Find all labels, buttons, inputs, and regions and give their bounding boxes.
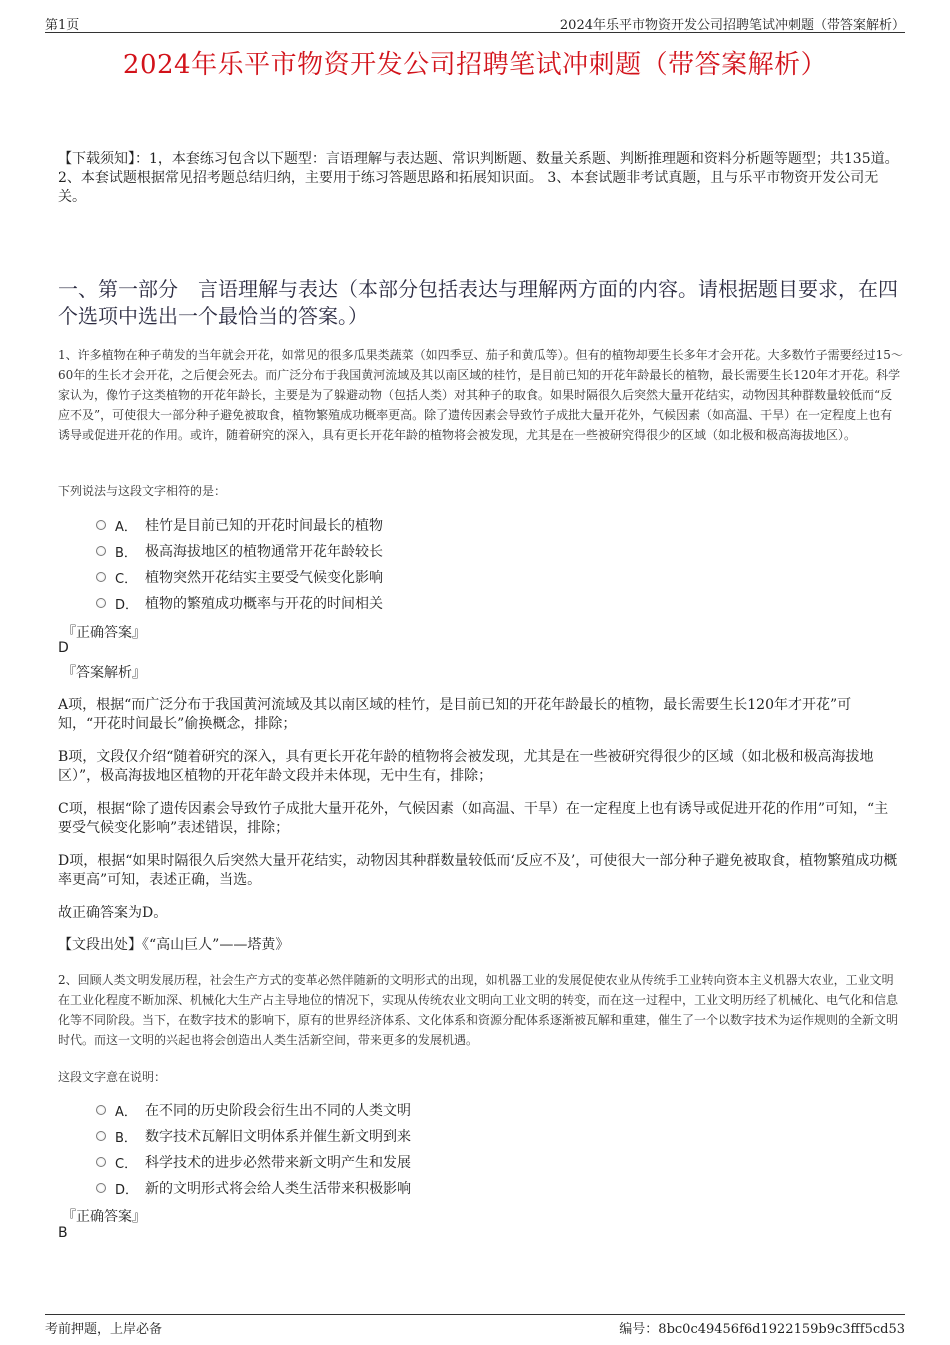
analysis-conclusion: 故正确答案为D。 <box>58 905 168 921</box>
radio-icon[interactable] <box>96 1131 106 1141</box>
analysis-label: 『答案解析』 <box>62 665 146 681</box>
option-c[interactable]: C． 植物突然开花结实主要受气候变化影响 <box>96 564 383 590</box>
section-heading: 一、第一部分 言语理解与表达（本部分包括表达与理解两方面的内容。请根据题目要求，在四个选项中选出一个最恰当的答案。） <box>58 277 898 328</box>
option-b[interactable]: B． 数字技术瓦解旧文明体系并催生新文明到来 <box>96 1123 411 1149</box>
option-text: 科学技术的进步必然带来新文明产生和发展 <box>145 1155 411 1171</box>
analysis-c: C项，根据“除了遗传因素会导致竹子成批大量开花外，气候因素（如高温、干旱）在一定程度上也有诱导或促进开花的作用”可知，“主要受气候变化影响”表述错误，排除； <box>58 801 889 836</box>
radio-icon[interactable] <box>96 520 106 530</box>
radio-icon[interactable] <box>96 1183 106 1193</box>
correct-answer: B <box>58 1225 68 1241</box>
page-header <box>45 10 905 33</box>
option-a[interactable]: A． 在不同的历史阶段会衍生出不同的人类文明 <box>96 1097 411 1123</box>
correct-answer-label: 『正确答案』 <box>62 625 146 641</box>
radio-icon[interactable] <box>96 1157 106 1167</box>
option-text: 数字技术瓦解旧文明体系并催生新文明到来 <box>145 1129 411 1145</box>
correct-answer: D <box>58 640 69 656</box>
question-1-options <box>96 512 383 616</box>
page-number: 第1页 <box>45 18 80 33</box>
radio-icon[interactable] <box>96 572 106 582</box>
question-1-prompt: 下列说法与这段文字相符的是： <box>58 484 227 498</box>
option-text: 植物突然开花结实主要受气候变化影响 <box>145 570 383 586</box>
source-citation: 【文段出处】《“高山巨人”——塔黄》 <box>58 937 290 953</box>
option-a[interactable]: A． 桂竹是目前已知的开花时间最长的植物 <box>96 512 383 538</box>
correct-answer-label: 『正确答案』 <box>62 1209 146 1225</box>
analysis-b: B项，文段仅介绍“随着研究的深入，具有更长开花年龄的植物将会被发现，尤其是在一些被研究得很少的区域（如北极和极高海拔地区）”，极高海拔地区植物的开花年龄文段并未体现，无中生有，排除； <box>58 749 874 784</box>
analysis-d: D项，根据“如果时隔很久后突然大量开花结实，动物因其种群数量较低而‘反应不及’，可使很大一部分种子避免被取食，植物繁殖成功概率更高”可知，表述正确，当选。 <box>58 853 898 888</box>
analysis-a: A项，根据“而广泛分布于我国黄河流域及其以南区域的桂竹，是目前已知的开花年龄最长的植物，最长需要生长120年才开花”可知，“开花时间最长”偷换概念，排除； <box>58 697 852 732</box>
option-text: 植物的繁殖成功概率与开花的时间相关 <box>145 596 383 612</box>
option-text: 桂竹是目前已知的开花时间最长的植物 <box>145 518 383 534</box>
option-text: 极高海拔地区的植物通常开花年龄较长 <box>145 544 383 560</box>
question-1-text: 1、许多植物在种子萌发的当年就会开花，如常见的很多瓜果类蔬菜（如四季豆、茄子和黄瓜等）。但有的植物却要生长多年才会开花。大多数竹子需要经过15～60年的生长才会开花，之后便会死去。而广泛分布于我国黄河流域及其以南区域的桂竹，是目前已知的开花年龄最长的植物，最长需要生长120年才开花。科学家认为，像竹子这类植物的开花年龄长，主要是为了躲避动物（包括人类）对其种子的取食。如果时隔很久后突然大量开花结实，动物因其种群数量较低而“反应不及”，可使很大一部分种子避免被取食，植物繁殖成功概率更高。除了遗传因素会导致竹子成批大量开花外，气候因素（如高温、干旱）在一定程度上也有诱导或促进开花的作用。或许，随着研究的深入，具有更长开花年龄的植物将会被发现，尤其是在一些被研究得很少的区域（如北极和极高海拔地区）。 <box>58 348 903 442</box>
option-c[interactable]: C． 科学技术的进步必然带来新文明产生和发展 <box>96 1149 411 1175</box>
radio-icon[interactable] <box>96 546 106 556</box>
radio-icon[interactable] <box>96 598 106 608</box>
option-d[interactable]: D． 新的文明形式将会给人类生活带来积极影响 <box>96 1175 411 1201</box>
question-2-text: 2、回顾人类文明发展历程，社会生产方式的变革必然伴随新的文明形式的出现，如机器工业的发展促使农业从传统手工业转向资本主义机器大农业，工业文明在工业化程度不断加深、机械化大生产占主导地位的情况下，实现从传统农业文明向工业文明的转变，而在这一过程中，工业文明历经了机械化、电气化和信息化等不同阶段。当下，在数字技术的影响下，原有的世界经济体系、文化体系和资源分配体系逐渐被瓦解和重建，催生了一个以数字技术为运作规则的全新文明时代。而这一文明的兴起也将会创造出人类生活新空间，带来更多的发展机遇。 <box>58 973 899 1047</box>
option-b[interactable]: B． 极高海拔地区的植物通常开花年龄较长 <box>96 538 383 564</box>
download-notice: 【下载须知】：1，本套练习包含以下题型：言语理解与表达题、常识判断题、数量关系题、判断推理题和资料分析题等题型；共135道。 2、本套试题根据常见招考题总结归纳，主要用于练习答题思路和拓展知识面。 3、本套试题非考试真题，且与乐平市物资开发公司无关。 <box>58 151 899 205</box>
document-id: 编号：8bc0c49456f6d1922159b9c3fff5cd53 <box>619 1322 905 1337</box>
question-2-options <box>96 1097 411 1201</box>
page-footer <box>45 1314 905 1337</box>
header-doc-title: 2024年乐平市物资开发公司招聘笔试冲刺题（带答案解析） <box>559 18 905 33</box>
option-text: 在不同的历史阶段会衍生出不同的人类文明 <box>145 1103 411 1119</box>
footer-slogan: 考前押题，上岸必备 <box>45 1322 163 1337</box>
option-d[interactable]: D． 植物的繁殖成功概率与开花的时间相关 <box>96 590 383 616</box>
radio-icon[interactable] <box>96 1105 106 1115</box>
question-2-prompt: 这段文字意在说明： <box>58 1070 167 1084</box>
document-title: 2024年乐平市物资开发公司招聘笔试冲刺题（带答案解析） <box>122 50 828 80</box>
option-text: 新的文明形式将会给人类生活带来积极影响 <box>145 1181 411 1197</box>
